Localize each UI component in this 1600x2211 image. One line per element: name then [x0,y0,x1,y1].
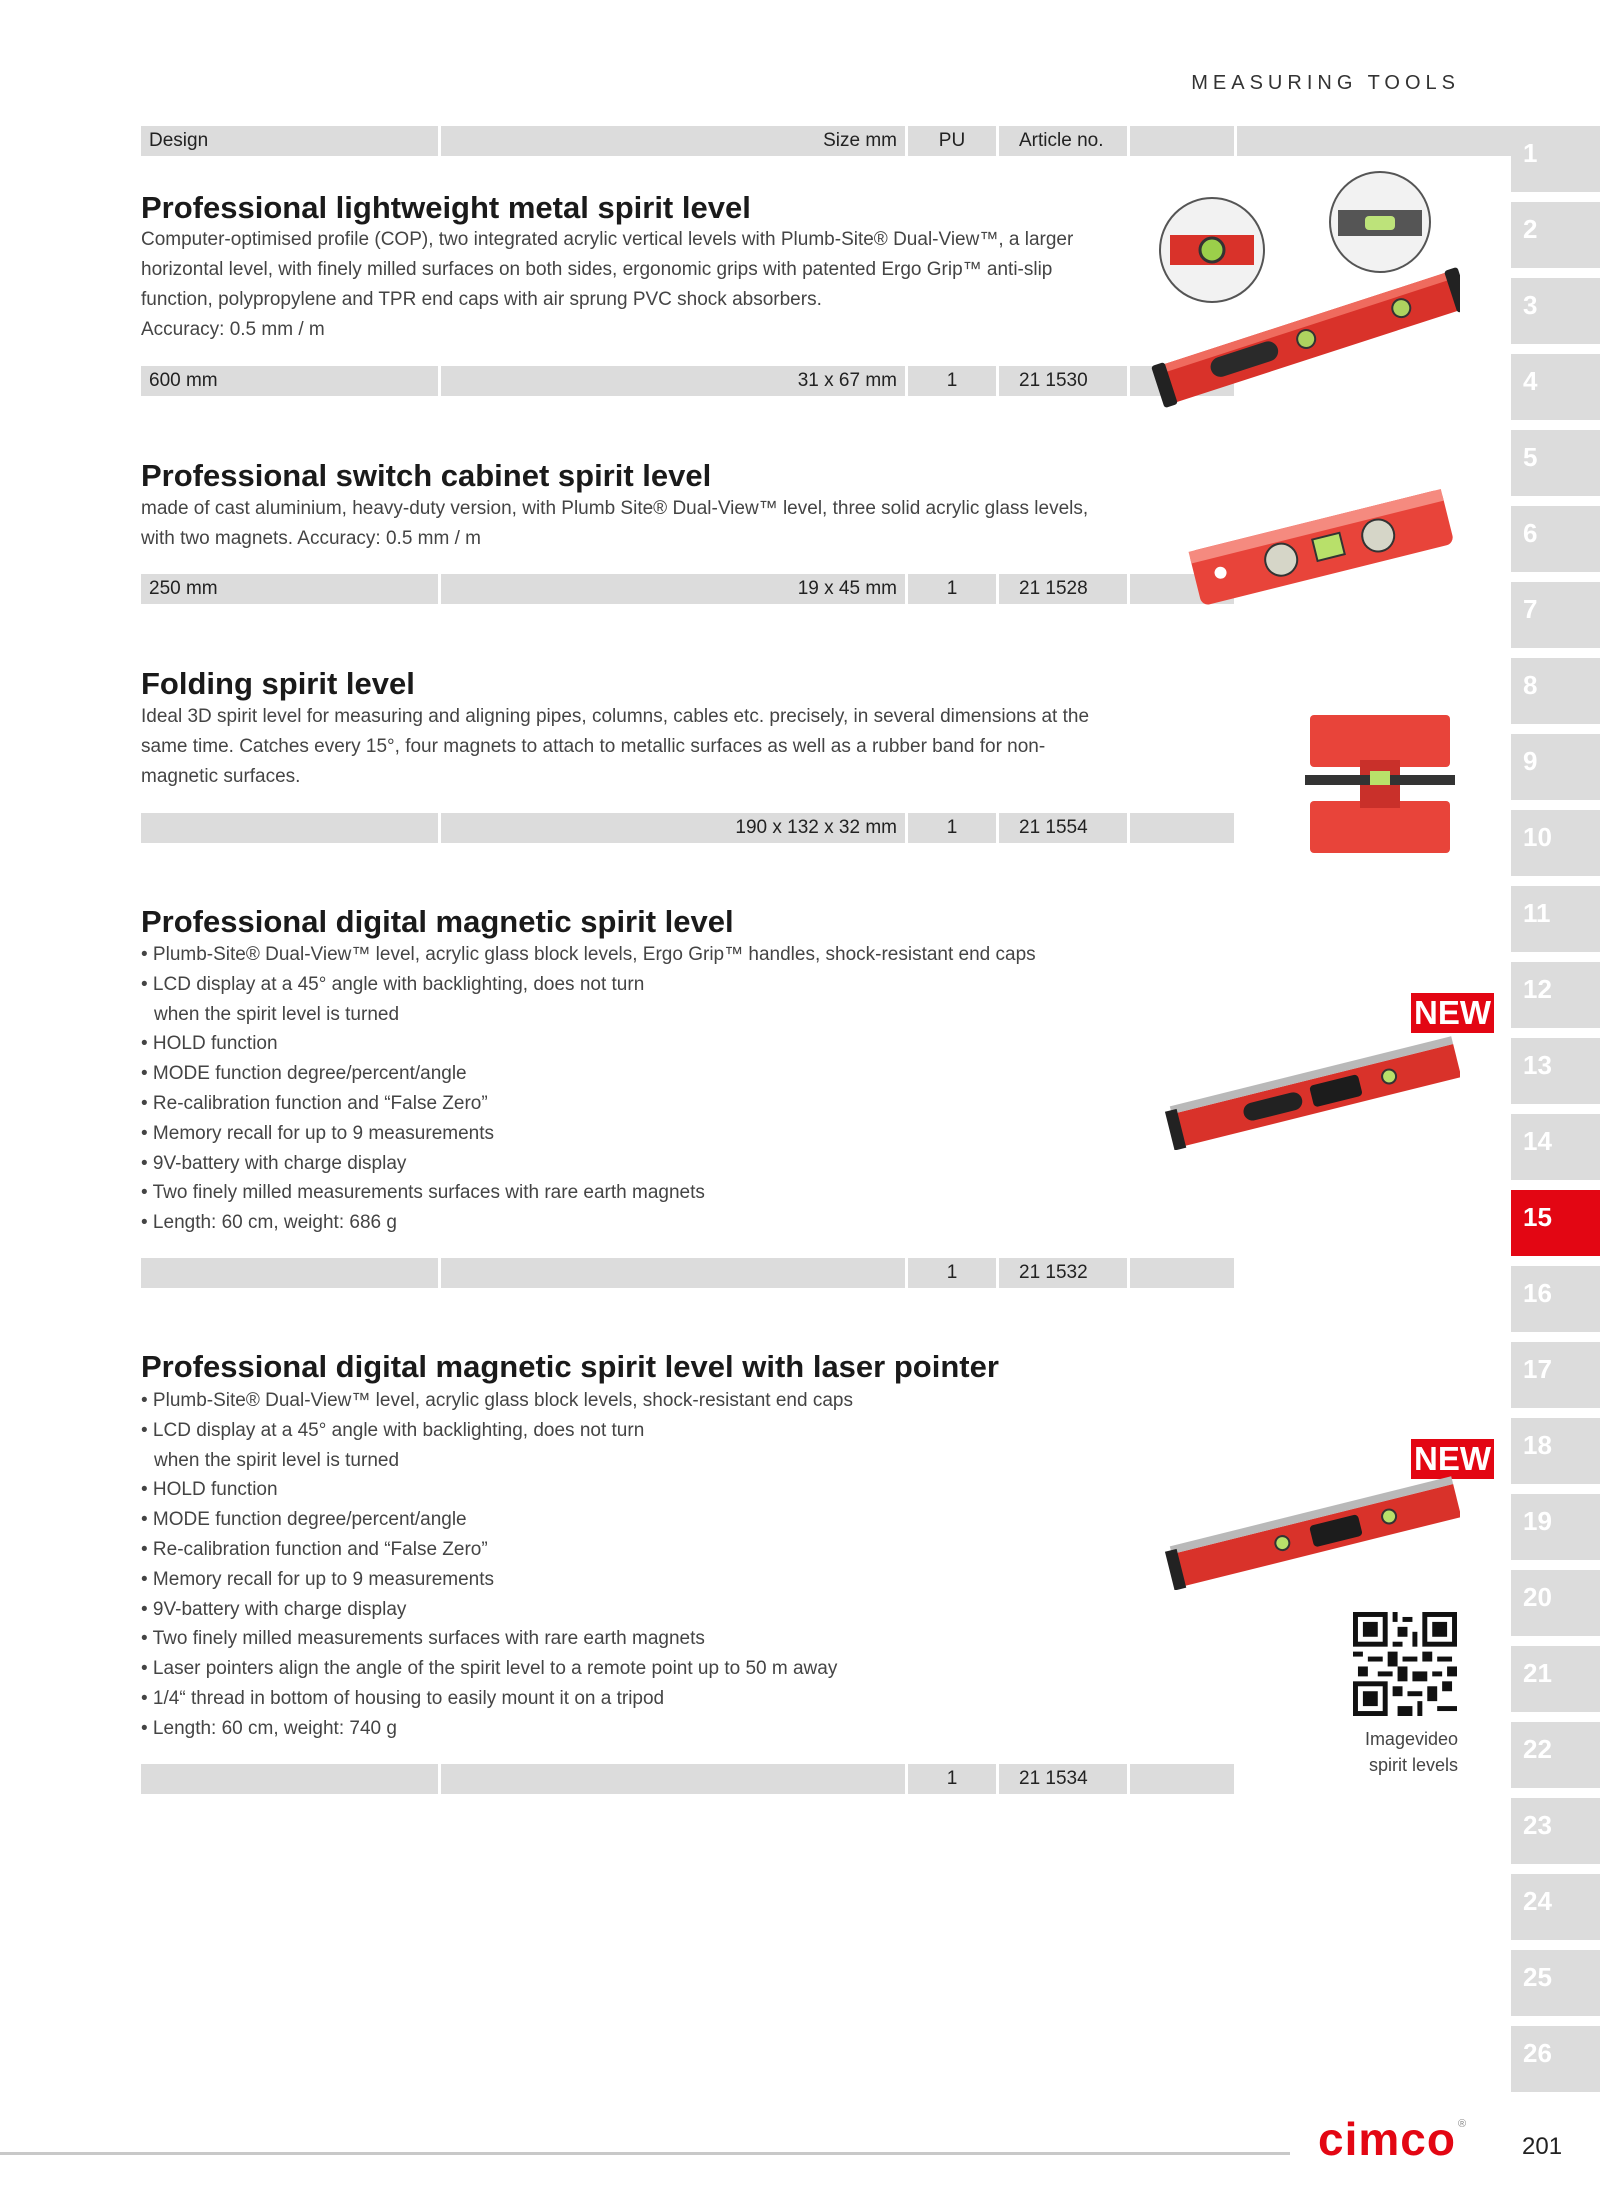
page-number: 201 [1522,2133,1563,2160]
accuracy-text: Accuracy: 0.5 mm / m [141,319,325,340]
chapter-tab-17[interactable]: 17 [1511,1342,1600,1408]
cell-article: 21 1534 [999,1764,1127,1794]
cell-size [441,1764,905,1794]
list-item: when the spirit level is turned [154,1449,400,1471]
list-item: • Length: 60 cm, weight: 686 g [141,1212,397,1234]
cell-article: 21 1532 [999,1258,1127,1288]
chapter-tab-25[interactable]: 25 [1511,1950,1600,2016]
cell-article: 21 1528 [999,574,1127,604]
table-row [141,813,1095,843]
list-item: • Re-calibration function and “False Zero” [141,1538,488,1560]
digital-spirit-level-image [1160,1030,1460,1150]
table-row [141,1258,1095,1288]
cell-size: 31 x 67 mm [441,366,905,396]
chapter-tab-6[interactable]: 6 [1511,506,1600,572]
chapter-tab-5[interactable]: 5 [1511,430,1600,496]
product-title: Professional digital magnetic spirit level [141,904,734,939]
cell-article: 21 1530 [999,366,1127,396]
cell-article: 21 1554 [999,813,1127,843]
cell-pu: 1 [908,574,996,604]
list-item: • 9V-battery with charge display [141,1152,407,1174]
header-pu: PU [908,126,996,156]
list-item: when the spirit level is turned [154,1003,400,1025]
chapter-tab-18[interactable]: 18 [1511,1418,1600,1484]
chapter-tab-8[interactable]: 8 [1511,658,1600,724]
header-article: Article no. [999,126,1127,156]
feature-list [141,940,1101,1238]
cell-design [141,1258,438,1288]
footer-divider [0,2152,1290,2155]
list-item: • 9V-battery with charge display [141,1598,407,1620]
qr-caption [1300,1726,1458,1778]
list-item: • Plumb-Site® Dual-View™ level, acrylic glass block levels, Ergo Grip™ handles, shock-resistant end caps [141,944,1036,965]
header-size: Size mm [441,126,905,156]
header-design: Design [141,126,438,156]
cell-pu: 1 [908,366,996,396]
registered-mark: ® [1458,2118,1467,2130]
chapter-tab-13[interactable]: 13 [1511,1038,1600,1104]
list-item: • MODE function degree/percent/angle [141,1063,467,1085]
qr-code-icon[interactable] [1353,1612,1457,1716]
cell-empty [1130,813,1234,843]
switch-cabinet-level-image [1180,480,1460,620]
cell-empty [1130,1258,1234,1288]
chapter-tab-16[interactable]: 16 [1511,1266,1600,1332]
new-badge: NEW [1411,1439,1494,1479]
list-item: • Two finely milled measurements surfaces with rare earth magnets [141,1182,705,1204]
list-item: • 1/4“ thread in bottom of housing to easily mount it on a tripod [141,1687,665,1709]
chapter-tab-22[interactable]: 22 [1511,1722,1600,1788]
table-row [141,366,1095,396]
chapter-tab-7[interactable]: 7 [1511,582,1600,648]
list-item: • Laser pointers align the angle of the spirit level to a remote point up to 50 m away [141,1658,838,1680]
digital-laser-spirit-level-image [1160,1470,1460,1590]
cell-size [441,1258,905,1288]
qr-caption-line: spirit levels [1368,1755,1458,1775]
table-header [141,126,1458,156]
list-item: • Plumb-Site® Dual-View™ level, acrylic glass block levels, shock-resistant end caps [141,1390,853,1411]
cell-pu: 1 [908,1764,996,1794]
chapter-tab-20[interactable]: 20 [1511,1570,1600,1636]
cell-empty [1130,1764,1234,1794]
feature-list [141,1386,1101,1744]
list-item: • Re-calibration function and “False Zero” [141,1092,488,1114]
cell-pu: 1 [908,1258,996,1288]
chapter-tab-21[interactable]: 21 [1511,1646,1600,1712]
cell-design [141,1764,438,1794]
product-title: Professional switch cabinet spirit level [141,458,712,493]
chapter-tab-10[interactable]: 10 [1511,810,1600,876]
header-empty-1 [1130,126,1234,156]
list-item: • Memory recall for up to 9 measurements [141,1568,495,1590]
table-row [141,1764,1095,1794]
chapter-tab-4[interactable]: 4 [1511,354,1600,420]
chapter-tab-24[interactable]: 24 [1511,1874,1600,1940]
chapter-tab-19[interactable]: 19 [1511,1494,1600,1560]
cell-design: 250 mm [141,574,438,604]
product-title: Professional digital magnetic spirit level with laser pointer [141,1349,999,1384]
table-row [141,574,1095,604]
chapter-tab-12[interactable]: 12 [1511,962,1600,1028]
chapter-tab-3[interactable]: 3 [1511,278,1600,344]
description-text: Computer-optimised profile (COP), two integrated acrylic vertical levels with Plumb-Site® Dual-View™, a larger horizontal level, with finely milled surfaces on both sides, ergonomic grips with patented Ergo Grip™ anti-slip function, polypropylene and TPR end caps with air sprung PVC shock absorbers. [141,229,1074,310]
list-item: • LCD display at a 45° angle with backlighting, does not turn [141,1419,645,1441]
list-item: • HOLD function [141,1033,278,1055]
list-item: • Memory recall for up to 9 measurements [141,1122,495,1144]
list-item: • HOLD function [141,1479,278,1501]
cell-pu: 1 [908,813,996,843]
product-description [141,225,1101,345]
product-description: Ideal 3D spirit level for measuring and aligning pipes, columns, cables etc. precisely, in several dimensions at the same time. Catches every 15°, four magnets to attach to metallic surfaces as well as a rubber band for non-magnetic surfaces. [141,706,1090,787]
cell-size: 19 x 45 mm [441,574,905,604]
product-description: made of cast aluminium, heavy-duty version, with Plumb Site® Dual-View™ level, three solid acrylic glass levels, with two magnets. Accuracy: 0.5 mm / m [141,498,1089,549]
chapter-tab-11[interactable]: 11 [1511,886,1600,952]
section-title: MEASURING TOOLS [1191,72,1460,94]
chapter-tab-14[interactable]: 14 [1511,1114,1600,1180]
chapter-tab-2[interactable]: 2 [1511,202,1600,268]
list-item: • Length: 60 cm, weight: 740 g [141,1717,397,1739]
list-item: • Two finely milled measurements surfaces with rare earth magnets [141,1628,705,1650]
chapter-tab-1[interactable]: 1 [1511,126,1600,192]
cell-design [141,813,438,843]
list-item: • MODE function degree/percent/angle [141,1509,467,1531]
metal-spirit-level-image [1140,170,1460,410]
cell-design: 600 mm [141,366,438,396]
chapter-tab-26[interactable]: 26 [1511,2026,1600,2092]
product-title: Professional lightweight metal spirit level [141,190,751,225]
list-item: • LCD display at a 45° angle with backlighting, does not turn [141,973,645,995]
chapter-tab-15[interactable]: 15 [1511,1190,1600,1256]
new-badge: NEW [1411,993,1494,1033]
folding-spirit-level-image [1300,705,1460,865]
product-title: Folding spirit level [141,666,415,701]
cell-size: 190 x 132 x 32 mm [441,813,905,843]
qr-caption-line: Imagevideo [1364,1729,1458,1749]
chapter-tab-9[interactable]: 9 [1511,734,1600,800]
chapter-tab-23[interactable]: 23 [1511,1798,1600,1864]
cimco-logo: cimco [1318,2113,1456,2165]
